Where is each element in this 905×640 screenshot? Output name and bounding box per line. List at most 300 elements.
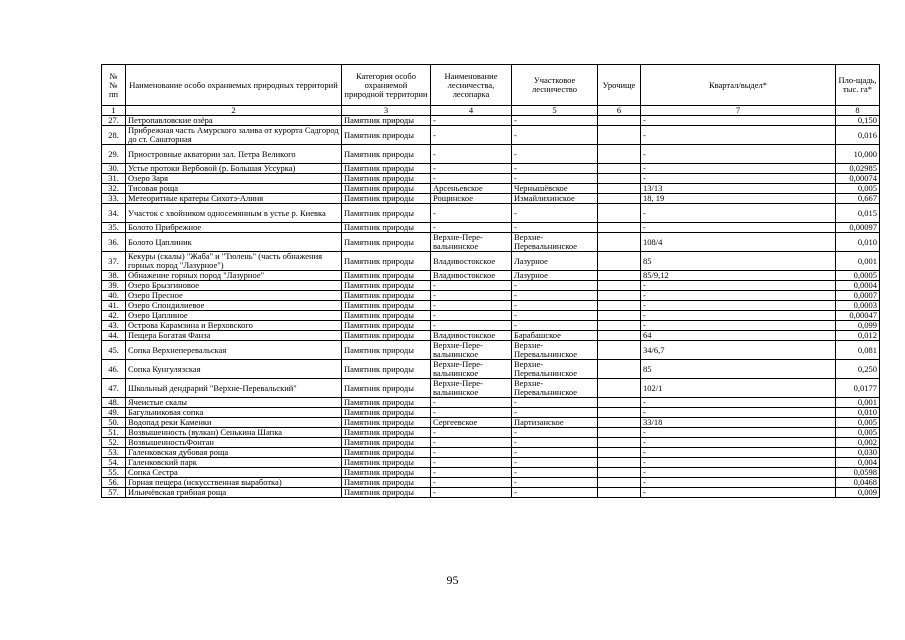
cell-tract [598,291,641,301]
cell-no: 45. [102,341,126,360]
cell-no: 38. [102,271,126,281]
table-row [102,331,880,341]
header-forestry: Наименование лесничества, лесопарка [431,65,512,106]
cell-forestry: Владивостокское [431,252,512,271]
cell-district: - [512,281,598,291]
cell-name: Водопад реки Каменки [126,418,342,428]
cell-tract [598,321,641,331]
cell-category: Памятник природы [342,331,431,341]
cell-district: - [512,458,598,468]
cell-forestry: Владивостокское [431,271,512,281]
cell-area: 0,150 [836,116,880,126]
table-row [102,468,880,478]
cell-category: Памятник природы [342,301,431,311]
cell-no: 33. [102,194,126,204]
cell-category: Памятник природы [342,458,431,468]
cell-forestry: - [431,438,512,448]
cell-forestry: - [431,478,512,488]
table-row [102,379,880,398]
cell-no: 57. [102,488,126,498]
cell-no: 52. [102,438,126,448]
cell-tract [598,398,641,408]
cell-name: Пещера Богатая Фанза [126,331,342,341]
cell-name: Озеро Брызгиновое [126,281,342,291]
cell-forestry: - [431,448,512,458]
cell-category: Памятник природы [342,223,431,233]
cell-area: 0,00097 [836,223,880,233]
cell-quarter: - [641,398,836,408]
cell-quarter: 102/1 [641,379,836,398]
cell-category: Памятник природы [342,448,431,458]
cell-no: 27. [102,116,126,126]
cell-quarter: 33/18 [641,418,836,428]
cell-name: Сопка Кунгулязская [126,360,342,379]
cell-tract [598,271,641,281]
cell-forestry: Рощинское [431,194,512,204]
cell-no: 53. [102,448,126,458]
cell-no: 54. [102,458,126,468]
header-area: Пло-щадь, тыс. га* [836,65,880,106]
cell-category: Памятник природы [342,321,431,331]
cell-name: Озеро Пресное [126,291,342,301]
cell-tract [598,145,641,164]
cell-tract [598,174,641,184]
cell-quarter: - [641,204,836,223]
cell-area: 0,009 [836,488,880,498]
cell-forestry: - [431,174,512,184]
cell-tract [598,418,641,428]
column-number-row [102,106,880,116]
cell-area: 0,002 [836,438,880,448]
cell-category: Памятник природы [342,145,431,164]
cell-quarter: 34/6,7 [641,341,836,360]
page-number: 95 [446,573,459,587]
cell-forestry: - [431,398,512,408]
cell-district: - [512,164,598,174]
cell-district: - [512,408,598,418]
cell-category: Памятник природы [342,488,431,498]
table-row [102,291,880,301]
cell-quarter: - [641,126,836,145]
table-row [102,478,880,488]
cell-name: Болото Прибрежное [126,223,342,233]
cell-district: - [512,448,598,458]
table-row [102,438,880,448]
cell-no: 29. [102,145,126,164]
cell-quarter: - [641,301,836,311]
cell-forestry: - [431,408,512,418]
cell-area: 0,081 [836,341,880,360]
cell-district: - [512,116,598,126]
cell-forestry: - [431,281,512,291]
cell-tract [598,281,641,291]
cell-category: Памятник природы [342,164,431,174]
cell-quarter: - [641,223,836,233]
cell-tract [598,438,641,448]
cell-tract [598,478,641,488]
cell-no: 35. [102,223,126,233]
cell-name: Ячеистые скалы [126,398,342,408]
table-row [102,398,880,408]
cell-district: - [512,291,598,301]
cell-name: Острова Карамзина и Верховского [126,321,342,331]
cell-area: 0,0004 [836,281,880,291]
cell-no: 39. [102,281,126,291]
cell-category: Памятник природы [342,418,431,428]
cell-no: 30. [102,164,126,174]
table-row [102,448,880,458]
cell-forestry: Владивостокское [431,331,512,341]
cell-no: 37. [102,252,126,271]
cell-forestry: - [431,468,512,478]
cell-quarter: - [641,145,836,164]
cell-tract [598,408,641,418]
cell-district: - [512,398,598,408]
cell-quarter: 64 [641,331,836,341]
cell-quarter: 85 [641,360,836,379]
cell-category: Памятник природы [342,379,431,398]
cell-forestry: Арсеньевское [431,184,512,194]
cell-name: Горная пещера (искусственная выработка) [126,478,342,488]
cell-name: Возвышенность (вулкан) Сенькина Шапка [126,428,342,438]
cell-category: Памятник природы [342,252,431,271]
cell-category: Памятник природы [342,360,431,379]
header-name: Наименование особо охраняемых природных территорий [126,65,342,106]
table-row [102,252,880,271]
header-quarter: Квартал/выдел* [641,65,836,106]
cell-category: Памятник природы [342,408,431,418]
cell-name: Ильичёвская грибная роща [126,488,342,498]
cell-no: 28. [102,126,126,145]
cell-forestry: Верхне-Пере-вальнинское [431,379,512,398]
cell-tract [598,379,641,398]
cell-name: Школьный дендрарий "Верхне-Перевальский" [126,379,342,398]
cell-district: - [512,223,598,233]
cell-district: Верхне-Перевальнинское [512,379,598,398]
cell-forestry: - [431,291,512,301]
table-row [102,428,880,438]
table-row [102,341,880,360]
cell-quarter: - [641,281,836,291]
cell-tract [598,194,641,204]
cell-area: 0,667 [836,194,880,204]
cell-quarter: 85/9,12 [641,271,836,281]
cell-area: 10,000 [836,145,880,164]
cell-quarter: - [641,174,836,184]
cell-forestry: - [431,223,512,233]
cell-tract [598,164,641,174]
cell-name: Галенковский парк [126,458,342,468]
cell-forestry: - [431,428,512,438]
cell-quarter: - [641,428,836,438]
cell-no: 32. [102,184,126,194]
cell-tract [598,458,641,468]
cell-no: 56. [102,478,126,488]
cell-district: Верхне-Перевальнинское [512,360,598,379]
cell-no: 41. [102,301,126,311]
table-row [102,281,880,291]
cell-area: 0,0007 [836,291,880,301]
cell-tract [598,301,641,311]
cell-category: Памятник природы [342,291,431,301]
cell-forestry: - [431,116,512,126]
cell-area: 0,005 [836,184,880,194]
table-row [102,164,880,174]
cell-district: - [512,311,598,321]
cell-tract [598,126,641,145]
cell-tract [598,488,641,498]
table-header [102,65,880,116]
cell-area: 0,02985 [836,164,880,174]
cell-area: 0,015 [836,204,880,223]
cell-category: Памятник природы [342,281,431,291]
cell-category: Памятник природы [342,194,431,204]
cell-district: - [512,126,598,145]
cell-quarter: - [641,311,836,321]
cell-area: 0,0468 [836,478,880,488]
cell-no: 46. [102,360,126,379]
table-row [102,204,880,223]
column-number: 4 [431,106,512,116]
table-row [102,126,880,145]
cell-tract [598,331,641,341]
cell-forestry: Сергеевское [431,418,512,428]
cell-quarter: - [641,448,836,458]
cell-category: Памятник природы [342,478,431,488]
cell-district: - [512,428,598,438]
column-number: 1 [102,106,126,116]
cell-tract [598,428,641,438]
column-number: 7 [641,106,836,116]
table-row [102,184,880,194]
header-district: Участковое лесничество [512,65,598,106]
cell-name: ВозвышенностьФонтан [126,438,342,448]
column-number: 5 [512,106,598,116]
cell-tract [598,223,641,233]
cell-forestry: Верхне-Пере-вальнинское [431,233,512,252]
table-row [102,360,880,379]
cell-category: Памятник природы [342,116,431,126]
cell-area: 0,004 [836,458,880,468]
cell-area: 0,001 [836,252,880,271]
cell-name: Болото Цаплиник [126,233,342,252]
cell-name: Озеро Цаплиное [126,311,342,321]
cell-name: Сопка Верхнеперевальская [126,341,342,360]
table-row [102,301,880,311]
cell-tract [598,233,641,252]
cell-category: Памятник природы [342,438,431,448]
cell-district: - [512,478,598,488]
cell-category: Памятник природы [342,468,431,478]
cell-district: - [512,321,598,331]
cell-quarter: - [641,321,836,331]
cell-district: Барабашское [512,331,598,341]
header-tract: Урочище [598,65,641,106]
cell-area: 0,016 [836,126,880,145]
cell-category: Памятник природы [342,204,431,223]
table-row [102,408,880,418]
cell-no: 51. [102,428,126,438]
cell-area: 0,005 [836,428,880,438]
cell-tract [598,204,641,223]
cell-quarter: - [641,478,836,488]
cell-category: Памятник природы [342,174,431,184]
cell-category: Памятник природы [342,311,431,321]
cell-area: 0,00074 [836,174,880,184]
cell-area: 0,005 [836,418,880,428]
cell-quarter: - [641,116,836,126]
cell-tract [598,252,641,271]
cell-area: 0,012 [836,331,880,341]
cell-tract [598,311,641,321]
cell-name: Обнажение горных пород "Лазурное" [126,271,342,281]
cell-forestry: - [431,126,512,145]
cell-name: Сопка Сестра [126,468,342,478]
cell-area: 0,250 [836,360,880,379]
cell-category: Памятник природы [342,341,431,360]
cell-quarter: - [641,408,836,418]
cell-no: 49. [102,408,126,418]
cell-district: - [512,488,598,498]
cell-quarter: 13/13 [641,184,836,194]
cell-area: 0,099 [836,321,880,331]
cell-area: 0,001 [836,398,880,408]
cell-name: Устье протоки Вербовой (р. Большая Уссурка) [126,164,342,174]
cell-no: 48. [102,398,126,408]
cell-area: 0,0003 [836,301,880,311]
table-row [102,418,880,428]
cell-no: 42. [102,311,126,321]
cell-quarter: - [641,438,836,448]
cell-name: Метеоритные кратеры Сихотэ-Алиня [126,194,342,204]
cell-forestry: - [431,488,512,498]
cell-quarter: - [641,468,836,478]
cell-quarter: - [641,291,836,301]
cell-name: Озеро Спондилиевое [126,301,342,311]
cell-district: - [512,174,598,184]
cell-tract [598,341,641,360]
cell-quarter: 18, 19 [641,194,836,204]
cell-no: 55. [102,468,126,478]
cell-tract [598,116,641,126]
cell-tract [598,360,641,379]
cell-district: - [512,438,598,448]
cell-tract [598,468,641,478]
protected-areas-table [101,64,880,498]
cell-no: 43. [102,321,126,331]
cell-category: Памятник природы [342,428,431,438]
column-number: 3 [342,106,431,116]
table-row [102,145,880,164]
table-row [102,458,880,468]
cell-district: Измайлихинское [512,194,598,204]
cell-district: - [512,204,598,223]
cell-area: 0,00047 [836,311,880,321]
cell-district: Лазурное [512,252,598,271]
cell-no: 44. [102,331,126,341]
table-row [102,233,880,252]
table-row [102,223,880,233]
cell-quarter: - [641,488,836,498]
cell-forestry: - [431,145,512,164]
cell-area: 0,010 [836,408,880,418]
cell-district: - [512,145,598,164]
cell-category: Памятник природы [342,126,431,145]
cell-no: 47. [102,379,126,398]
cell-forestry: - [431,164,512,174]
table-row [102,321,880,331]
cell-name: Прибрежная часть Амурского залива от курорта Садгород до ст. Санаторная [126,126,342,145]
cell-category: Памятник природы [342,271,431,281]
column-number: 2 [126,106,342,116]
table-row [102,311,880,321]
cell-tract [598,448,641,458]
cell-district: Партизанское [512,418,598,428]
cell-name: Приостровные акватории зал. Петра Великого [126,145,342,164]
table-row [102,194,880,204]
cell-area: 0,010 [836,233,880,252]
table-row [102,116,880,126]
cell-name: Участок с хвойником односемянным в устье р. Киевка [126,204,342,223]
cell-no: 31. [102,174,126,184]
cell-forestry: - [431,311,512,321]
cell-district: Лазурное [512,271,598,281]
cell-quarter: 85 [641,252,836,271]
cell-area: 0,0177 [836,379,880,398]
table-body [102,116,880,498]
cell-district: Верхне-Перевальнинское [512,233,598,252]
cell-quarter: - [641,458,836,468]
cell-quarter: - [641,164,836,174]
cell-name: Озеро Заря [126,174,342,184]
column-number: 6 [598,106,641,116]
cell-forestry: - [431,321,512,331]
table-row [102,488,880,498]
cell-area: 0,0598 [836,468,880,478]
table-row [102,271,880,281]
cell-forestry: Верхне-Пере-вальнинское [431,341,512,360]
cell-district: - [512,468,598,478]
cell-name: Петропавловские озёра [126,116,342,126]
cell-area: 0,0005 [836,271,880,281]
header-no: № № пп [102,65,126,106]
cell-forestry: Верхне-Пере-вальнинское [431,360,512,379]
cell-forestry: - [431,458,512,468]
column-number: 8 [836,106,880,116]
cell-name: Кекуры (скалы) "Жаба" и "Тюлень" (часть обнажения горных пород "Лазурное") [126,252,342,271]
cell-name: Тисовая роща [126,184,342,194]
cell-quarter: 108/4 [641,233,836,252]
cell-no: 40. [102,291,126,301]
cell-district: Чернышёвское [512,184,598,194]
cell-forestry: - [431,204,512,223]
cell-district: Верхне-Перевальнинское [512,341,598,360]
cell-tract [598,184,641,194]
cell-category: Памятник природы [342,233,431,252]
cell-area: 0,030 [836,448,880,458]
cell-name: Галенковская дубовая роща [126,448,342,458]
cell-no: 34. [102,204,126,223]
cell-no: 50. [102,418,126,428]
header-category: Категория особо охраняемой природной территории [342,65,431,106]
cell-no: 36. [102,233,126,252]
cell-category: Памятник природы [342,184,431,194]
table-row [102,174,880,184]
cell-forestry: - [431,301,512,311]
cell-category: Памятник природы [342,398,431,408]
cell-name: Багульниковая сопка [126,408,342,418]
cell-district: - [512,301,598,311]
